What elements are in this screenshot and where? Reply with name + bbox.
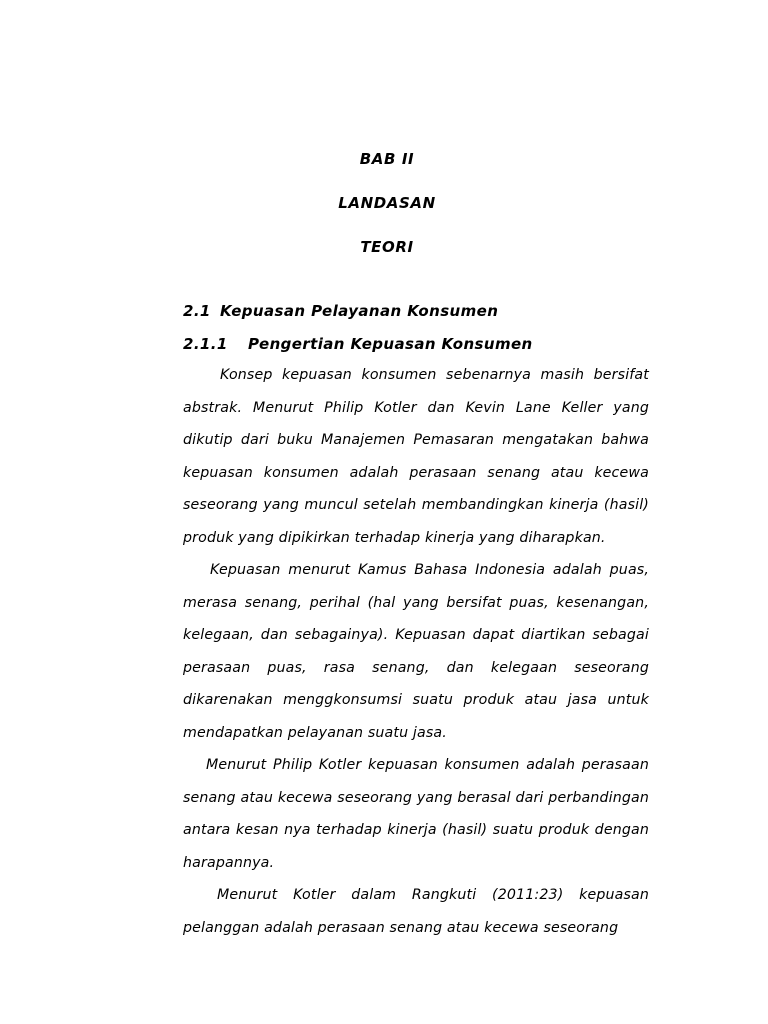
chapter-title-line-1: LANDASAN [338,194,436,212]
section-number: 2.1.1 [183,335,228,353]
section-heading-2-1-1 [183,334,533,354]
section-heading-2-1 [183,301,498,321]
section-title: Pengertian Kepuasan Konsumen [248,335,533,353]
paragraph: Menurut Kotler dalam Rangkuti (2011:23) kepuasan pelanggan adalah perasaan senang atau kecewa seseorang [183,887,649,936]
section-title: Kepuasan Pelayanan Konsumen [220,302,499,320]
paragraph: Kepuasan menurut Kamus Bahasa Indonesia adalah puas, merasa senang, perihal (hal yang bersifat puas, kesenangan, kelegaan, dan sebagainya). Kepuasan dapat diartikan sebagai perasaan puas, rasa senang, dan kelegaan seseorang dikarenakan menggkonsumsi suatu produk atau jasa untuk mendapatkan pelayanan suatu jasa. [183,562,649,741]
section-number: 2.1 [183,302,211,320]
chapter-number: BAB II [359,150,415,168]
paragraph: Menurut Philip Kotler kepuasan konsumen adalah perasaan senang atau kecewa seseorang yang berasal dari perbandingan antara kesan nya terhadap kinerja (hasil) suatu produk dengan harapannya. [183,757,649,871]
chapter-title-line-2: TEORI [360,238,414,256]
paragraph: Konsep kepuasan konsumen sebenarnya masih bersifat abstrak. Menurut Philip Kotler dan Kevin Lane Keller yang dikutip dari buku Manajemen Pemasaran mengatakan bahwa kepuasan konsumen adalah perasaan senang atau kecewa seseorang yang muncul setelah membandingkan kinerja (hasil) produk yang dipikirkan terhadap kinerja yang diharapkan. [183,367,649,546]
body-text [183,359,649,944]
